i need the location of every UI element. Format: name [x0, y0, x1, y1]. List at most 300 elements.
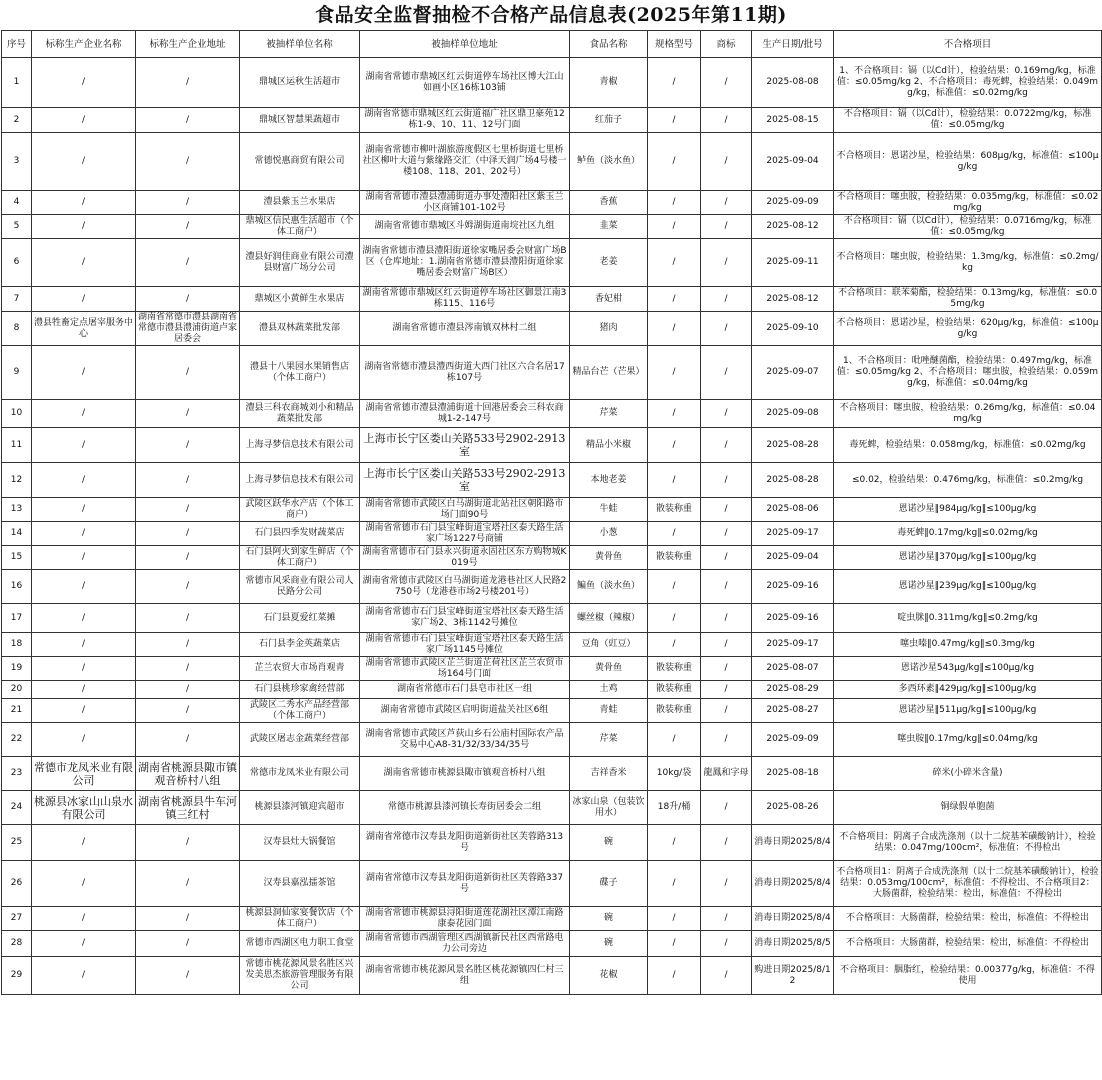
- cell-production-date: 消毒日期2025/8/4: [752, 861, 834, 907]
- cell-food-name: 土鸡: [570, 681, 648, 699]
- cell-seq: 2: [2, 108, 32, 133]
- cell-failed-items: 毒死蜱‖0.17mg/kg‖≤0.02mg/kg: [834, 522, 1102, 546]
- cell-production-date: 2025-08-28: [752, 428, 834, 463]
- cell-producer-name: /: [32, 133, 136, 191]
- table-row: [2, 287, 1102, 312]
- cell-food-name: 红茄子: [570, 108, 648, 133]
- cell-brand: /: [701, 191, 752, 215]
- cell-food-name: 芹菜: [570, 723, 648, 757]
- cell-brand: /: [701, 681, 752, 699]
- cell-food-name: 老姜: [570, 239, 648, 287]
- cell-production-date: 2025-09-16: [752, 604, 834, 633]
- cell-producer-name: /: [32, 570, 136, 604]
- table-row: [2, 957, 1102, 995]
- cell-producer-address: /: [136, 400, 240, 428]
- cell-producer-address: /: [136, 681, 240, 699]
- cell-seq: 8: [2, 312, 32, 346]
- cell-producer-address: /: [136, 957, 240, 995]
- cell-sampled-unit-name: 鼎城区信民惠生活超市（个体工商户）: [240, 215, 360, 239]
- cell-failed-items: 恩诺沙星‖984μg/kg‖≤100μg/kg: [834, 498, 1102, 522]
- table-row: [2, 907, 1102, 931]
- cell-spec: 散装称重: [648, 657, 701, 681]
- cell-production-date: 2025-09-17: [752, 522, 834, 546]
- cell-production-date: 2025-09-17: [752, 633, 834, 657]
- cell-seq: 24: [2, 791, 32, 825]
- cell-sampled-unit-address: 湖南省常德市桃源县浔阳街道莲花湖社区潭江南路康泰花园门面: [360, 907, 570, 931]
- cell-seq: 10: [2, 400, 32, 428]
- cell-failed-items: 不合格项目：胭脂红，检验结果：0.00377g/kg，标准值：不得使用: [834, 957, 1102, 995]
- cell-food-name: 碗: [570, 825, 648, 861]
- cell-spec: /: [648, 58, 701, 108]
- cell-producer-name: /: [32, 287, 136, 312]
- cell-producer-name: /: [32, 633, 136, 657]
- cell-food-name: 香妃柑: [570, 287, 648, 312]
- table-row: [2, 723, 1102, 757]
- cell-failed-items: 恩诺沙星‖370μg/kg‖≤100μg/kg: [834, 546, 1102, 570]
- cell-seq: 11: [2, 428, 32, 463]
- cell-brand: /: [701, 907, 752, 931]
- cell-seq: 12: [2, 463, 32, 498]
- cell-failed-items: 噻虫胺‖0.17mg/kg‖≤0.04mg/kg: [834, 723, 1102, 757]
- cell-production-date: 2025-09-11: [752, 239, 834, 287]
- cell-producer-name: /: [32, 907, 136, 931]
- cell-spec: /: [648, 633, 701, 657]
- cell-brand: /: [701, 287, 752, 312]
- table-body: [2, 58, 1102, 995]
- page-title: 食品安全监督抽检不合格产品信息表(2025年第11期): [315, 4, 787, 26]
- cell-brand: /: [701, 133, 752, 191]
- cell-production-date: 2025-09-09: [752, 723, 834, 757]
- table-row: [2, 604, 1102, 633]
- cell-spec: /: [648, 570, 701, 604]
- cell-seq: 22: [2, 723, 32, 757]
- cell-spec: /: [648, 287, 701, 312]
- cell-food-name: 碗: [570, 907, 648, 931]
- cell-food-name: 精品台芒（芒果）: [570, 346, 648, 400]
- table-row: [2, 108, 1102, 133]
- cell-sampled-unit-address: 湖南省常德市柳叶湖旅游度假区七里桥街道七里桥社区柳叶大道与紫缘路交汇（中泽天润广场4号楼一楼108、118、201、202号）: [360, 133, 570, 191]
- cell-food-name: 吉祥香米: [570, 757, 648, 791]
- cell-seq: 14: [2, 522, 32, 546]
- cell-food-name: 螺丝椒（辣椒）: [570, 604, 648, 633]
- cell-spec: /: [648, 463, 701, 498]
- cell-spec: 散装称重: [648, 546, 701, 570]
- cell-seq: 21: [2, 699, 32, 723]
- cell-spec: 10kg/袋: [648, 757, 701, 791]
- cell-production-date: 2025-09-08: [752, 400, 834, 428]
- header-row: [2, 31, 1102, 58]
- cell-producer-name: /: [32, 723, 136, 757]
- cell-sampled-unit-address: 湖南省常德市鼎城区斗姆湖街道南垸社区九组: [360, 215, 570, 239]
- cell-producer-address: /: [136, 215, 240, 239]
- cell-production-date: 2025-08-12: [752, 287, 834, 312]
- cell-production-date: 2025-08-27: [752, 699, 834, 723]
- cell-producer-address: /: [136, 463, 240, 498]
- cell-failed-items: 不合格项目：恩诺沙星，检验结果：620μg/kg，标准值：≤100μg/kg: [834, 312, 1102, 346]
- cell-spec: /: [648, 239, 701, 287]
- cell-sampled-unit-name: 石门县阿火到家生鲜店（个体工商户）: [240, 546, 360, 570]
- cell-brand: /: [701, 791, 752, 825]
- cell-spec: /: [648, 723, 701, 757]
- cell-producer-name: /: [32, 681, 136, 699]
- cell-sampled-unit-address: 湖南省常德市澧县澧阳街道徐家嘴居委会财富广场B区（仓库地址：1.湖南省常德市澧县澧阳街道徐家嘴居委会财富广场B区）: [360, 239, 570, 287]
- cell-seq: 27: [2, 907, 32, 931]
- cell-producer-address: 湖南省常德市澧县湖南省常德市澧县澧浦街道卢家居委会: [136, 312, 240, 346]
- cell-brand: /: [701, 657, 752, 681]
- cell-seq: 19: [2, 657, 32, 681]
- cell-seq: 23: [2, 757, 32, 791]
- cell-production-date: 2025-08-29: [752, 681, 834, 699]
- cell-brand: /: [701, 570, 752, 604]
- cell-seq: 20: [2, 681, 32, 699]
- cell-spec: /: [648, 957, 701, 995]
- cell-sampled-unit-name: 石门县夏爱红菜摊: [240, 604, 360, 633]
- cell-spec: /: [648, 604, 701, 633]
- cell-failed-items: 不合格项目：大肠菌群，检验结果：检出，标准值：不得检出: [834, 931, 1102, 957]
- cell-producer-address: /: [136, 825, 240, 861]
- cell-producer-name: /: [32, 861, 136, 907]
- cell-failed-items: 铜绿假单胞菌: [834, 791, 1102, 825]
- header-producer-name: 标称生产企业名称: [32, 31, 136, 58]
- cell-food-name: 碟子: [570, 861, 648, 907]
- cell-producer-address: /: [136, 633, 240, 657]
- cell-producer-address: /: [136, 287, 240, 312]
- table-row: [2, 312, 1102, 346]
- cell-sampled-unit-name: 武陵区二秀水产品经营部（个体工商户）: [240, 699, 360, 723]
- header-producer-address: 标称生产企业地址: [136, 31, 240, 58]
- cell-spec: /: [648, 931, 701, 957]
- cell-production-date: 2025-09-04: [752, 133, 834, 191]
- cell-producer-name: /: [32, 699, 136, 723]
- cell-sampled-unit-name: 上海寻梦信息技术有限公司: [240, 428, 360, 463]
- table-row: [2, 463, 1102, 498]
- table-row: [2, 681, 1102, 699]
- cell-producer-address: /: [136, 604, 240, 633]
- header-spec: 规格型号: [648, 31, 701, 58]
- cell-spec: /: [648, 133, 701, 191]
- cell-production-date: 2025-08-08: [752, 58, 834, 108]
- table-row: [2, 861, 1102, 907]
- table-row: [2, 791, 1102, 825]
- cell-brand: /: [701, 604, 752, 633]
- cell-production-date: 2025-08-26: [752, 791, 834, 825]
- cell-sampled-unit-name: 澧县十八果园水果销售店（个体工商户）: [240, 346, 360, 400]
- cell-failed-items: 不合格项目：恩诺沙星，检验结果：608μg/kg，标准值：≤100μg/kg: [834, 133, 1102, 191]
- cell-producer-name: 澧县牲畜定点屠宰服务中心: [32, 312, 136, 346]
- cell-sampled-unit-address: 湖南省常德市石门县皂市社区一组: [360, 681, 570, 699]
- header-food-name: 食品名称: [570, 31, 648, 58]
- cell-food-name: 猪肉: [570, 312, 648, 346]
- cell-food-name: 牛蛙: [570, 498, 648, 522]
- cell-producer-address: /: [136, 522, 240, 546]
- cell-sampled-unit-address: 湖南省常德市汉寿县龙阳街道新街社区芙蓉路337号: [360, 861, 570, 907]
- cell-sampled-unit-name: 澧县三科农商城刘小和精品蔬菜批发部: [240, 400, 360, 428]
- cell-seq: 26: [2, 861, 32, 907]
- cell-brand: /: [701, 312, 752, 346]
- cell-spec: /: [648, 108, 701, 133]
- cell-seq: 4: [2, 191, 32, 215]
- cell-spec: 散装称重: [648, 699, 701, 723]
- cell-food-name: 本地老姜: [570, 463, 648, 498]
- cell-sampled-unit-address: 湖南省常德市鼎城区红云街道停车场社区博大江山如画小区16栋103铺: [360, 58, 570, 108]
- cell-seq: 13: [2, 498, 32, 522]
- cell-brand: /: [701, 861, 752, 907]
- cell-producer-address: /: [136, 346, 240, 400]
- header-brand: 商标: [701, 31, 752, 58]
- header-failed-items: 不合格项目: [834, 31, 1102, 58]
- cell-brand: /: [701, 723, 752, 757]
- cell-brand: /: [701, 428, 752, 463]
- table-row: [2, 522, 1102, 546]
- cell-brand: /: [701, 699, 752, 723]
- cell-brand: /: [701, 346, 752, 400]
- table-row: [2, 657, 1102, 681]
- table-row: [2, 570, 1102, 604]
- cell-failed-items: ≤0.02，检验结果：0.476mg/kg，标准值：≤0.2mg/kg: [834, 463, 1102, 498]
- cell-food-name: 韭菜: [570, 215, 648, 239]
- cell-sampled-unit-name: 上海寻梦信息技术有限公司: [240, 463, 360, 498]
- cell-food-name: 冰家山泉（包装饮用水）: [570, 791, 648, 825]
- cell-sampled-unit-address: 湖南省常德市汉寿县龙阳街道新街社区芙蓉路313号: [360, 825, 570, 861]
- table-row: [2, 58, 1102, 108]
- table-row: [2, 191, 1102, 215]
- cell-producer-address: /: [136, 428, 240, 463]
- cell-sampled-unit-name: 武陵区屠志金蔬菜经营部: [240, 723, 360, 757]
- cell-failed-items: 不合格项目：噻虫胺，检验结果：0.26mg/kg，标准值：≤0.04mg/kg: [834, 400, 1102, 428]
- table-row: [2, 346, 1102, 400]
- cell-seq: 3: [2, 133, 32, 191]
- cell-sampled-unit-name: 鼎城区运秋生活超市: [240, 58, 360, 108]
- cell-seq: 29: [2, 957, 32, 995]
- cell-production-date: 消毒日期2025/8/5: [752, 931, 834, 957]
- cell-sampled-unit-address: 湖南省常德市石门县宝峰街道宝塔社区泰天路生活家广场1227号商铺: [360, 522, 570, 546]
- cell-sampled-unit-name: 常德市桃花源风景名胜区兴发美思杰旅游管理服务有限公司: [240, 957, 360, 995]
- cell-spec: /: [648, 522, 701, 546]
- cell-sampled-unit-address: 湖南省常德市鼎城区红云街道停车场社区御景江南3栋115、116号: [360, 287, 570, 312]
- cell-sampled-unit-name: 桃源县漆河镇迎宾超市: [240, 791, 360, 825]
- cell-production-date: 2025-08-06: [752, 498, 834, 522]
- cell-producer-name: /: [32, 604, 136, 633]
- cell-sampled-unit-address: 湖南省常德市澧县澧浦街道十回港居委会三科农商城1-2-147号: [360, 400, 570, 428]
- cell-producer-name: /: [32, 400, 136, 428]
- cell-producer-address: 湖南省桃源县陬市镇观音桥村八组: [136, 757, 240, 791]
- cell-production-date: 购进日期2025/8/12: [752, 957, 834, 995]
- cell-failed-items: 碎米(小碎米含量): [834, 757, 1102, 791]
- cell-sampled-unit-address: 湖南省常德市桃花源风景名胜区桃花源镇四仁村三组: [360, 957, 570, 995]
- table-row: [2, 825, 1102, 861]
- cell-failed-items: 不合格项目：联苯菊酯，检验结果：0.13mg/kg，标准值：≤0.05mg/kg: [834, 287, 1102, 312]
- cell-brand: 龍鳳和字母: [701, 757, 752, 791]
- cell-food-name: 花椒: [570, 957, 648, 995]
- cell-producer-name: /: [32, 58, 136, 108]
- cell-sampled-unit-name: 石门县李金英蔬菜店: [240, 633, 360, 657]
- cell-sampled-unit-address: 湖南省常德市石门县宝峰街道宝塔社区泰天路生活家广场1145号摊位: [360, 633, 570, 657]
- cell-food-name: 黄骨鱼: [570, 657, 648, 681]
- table-row: [2, 498, 1102, 522]
- cell-brand: /: [701, 546, 752, 570]
- table-row: [2, 699, 1102, 723]
- cell-sampled-unit-address: 湖南省常德市石门县宝峰街道宝塔社区泰天路生活家广场2、3栋1142号摊位: [360, 604, 570, 633]
- cell-spec: 散装称重: [648, 681, 701, 699]
- cell-production-date: 2025-09-07: [752, 346, 834, 400]
- cell-brand: /: [701, 498, 752, 522]
- cell-seq: 16: [2, 570, 32, 604]
- cell-seq: 25: [2, 825, 32, 861]
- cell-failed-items: 不合格项目：大肠菌群，检验结果：检出，标准值：不得检出: [834, 907, 1102, 931]
- cell-brand: /: [701, 58, 752, 108]
- table-row: [2, 633, 1102, 657]
- cell-production-date: 消毒日期2025/8/4: [752, 907, 834, 931]
- cell-failed-items: 不合格项目：阴离子合成洗涤剂（以十二烷基苯磺酸钠计），检验结果：0.047mg/100cm²，标准值：不得检出: [834, 825, 1102, 861]
- cell-sampled-unit-name: 石门县桃珍家禽经营部: [240, 681, 360, 699]
- cell-producer-name: /: [32, 498, 136, 522]
- header-sampled-unit-address: 被抽样单位地址: [360, 31, 570, 58]
- cell-food-name: 豆角（豇豆）: [570, 633, 648, 657]
- cell-food-name: 小葱: [570, 522, 648, 546]
- cell-seq: 5: [2, 215, 32, 239]
- unqualified-products-table: [1, 30, 1102, 995]
- cell-sampled-unit-address: 湖南省常德市武陵区启明街道盐关社区6组: [360, 699, 570, 723]
- cell-sampled-unit-address: 湖南省常德市武陵区白马湖街道龙港巷社区人民路2750号（龙港巷市场2号楼201号）: [360, 570, 570, 604]
- cell-production-date: 2025-09-16: [752, 570, 834, 604]
- cell-brand: /: [701, 400, 752, 428]
- cell-brand: /: [701, 522, 752, 546]
- cell-food-name: 精品小米椒: [570, 428, 648, 463]
- cell-production-date: 2025-08-28: [752, 463, 834, 498]
- cell-sampled-unit-address: 上海市长宁区娄山关路533号2902-2913室: [360, 428, 570, 463]
- cell-sampled-unit-name: 澧县好润佳商业有限公司澧县财富广场分公司: [240, 239, 360, 287]
- cell-producer-name: /: [32, 957, 136, 995]
- cell-failed-items: 1、不合格项目：镉（以Cd计），检验结果：0.169mg/kg，标准值：≤0.05mg/kg 2、不合格项目：毒死蜱，检验结果：0.049mg/kg，标准值：≤0.02mg/kg: [834, 58, 1102, 108]
- cell-seq: 6: [2, 239, 32, 287]
- cell-brand: /: [701, 463, 752, 498]
- cell-failed-items: 不合格项目：镉（以Cd计），检验结果：0.0722mg/kg，标准值：≤0.05mg/kg: [834, 108, 1102, 133]
- cell-food-name: 青蛙: [570, 699, 648, 723]
- table-row: [2, 428, 1102, 463]
- cell-producer-name: /: [32, 108, 136, 133]
- cell-sampled-unit-name: 鼎城区智慧果蔬超市: [240, 108, 360, 133]
- cell-failed-items: 不合格项目：噻虫胺，检验结果：1.3mg/kg，标准值：≤0.2mg/kg: [834, 239, 1102, 287]
- header-sampled-unit-name: 被抽样单位名称: [240, 31, 360, 58]
- cell-producer-address: /: [136, 699, 240, 723]
- cell-production-date: 2025-08-18: [752, 757, 834, 791]
- cell-failed-items: 不合格项目：镉（以Cd计），检验结果：0.0716mg/kg，标准值：≤0.05mg/kg: [834, 215, 1102, 239]
- cell-food-name: 碗: [570, 931, 648, 957]
- cell-producer-name: 桃源县冰家山山泉水有限公司: [32, 791, 136, 825]
- cell-producer-name: /: [32, 522, 136, 546]
- cell-brand: /: [701, 108, 752, 133]
- cell-sampled-unit-address: 湖南省常德市武陵区白马湖街道北站社区朝阳路市场门面90号: [360, 498, 570, 522]
- cell-producer-name: /: [32, 931, 136, 957]
- cell-spec: /: [648, 346, 701, 400]
- cell-sampled-unit-name: 武陵区跃华水产店（个体工商户）: [240, 498, 360, 522]
- cell-producer-name: /: [32, 239, 136, 287]
- cell-producer-name: /: [32, 657, 136, 681]
- cell-sampled-unit-address: 湖南省常德市澧县涔南镇双林村二组: [360, 312, 570, 346]
- cell-spec: /: [648, 215, 701, 239]
- cell-producer-address: /: [136, 723, 240, 757]
- table-row: [2, 757, 1102, 791]
- cell-sampled-unit-address: 湖南省常德市桃源县陬市镇观音桥村八组: [360, 757, 570, 791]
- cell-producer-name: /: [32, 546, 136, 570]
- cell-producer-name: /: [32, 463, 136, 498]
- header-production-date: 生产日期/批号: [752, 31, 834, 58]
- cell-spec: /: [648, 400, 701, 428]
- cell-spec: /: [648, 191, 701, 215]
- cell-food-name: 芹菜: [570, 400, 648, 428]
- cell-producer-name: /: [32, 346, 136, 400]
- cell-food-name: 黄骨鱼: [570, 546, 648, 570]
- cell-brand: /: [701, 825, 752, 861]
- table-row: [2, 215, 1102, 239]
- cell-failed-items: 恩诺沙星‖239μg/kg‖≤100μg/kg: [834, 570, 1102, 604]
- cell-brand: /: [701, 931, 752, 957]
- cell-producer-address: /: [136, 570, 240, 604]
- cell-sampled-unit-name: 汉寿县灶大锅餐馆: [240, 825, 360, 861]
- cell-producer-name: 常德市龙凤米业有限公司: [32, 757, 136, 791]
- cell-failed-items: 不合格项目：噻虫胺，检验结果：0.035mg/kg，标准值：≤0.02mg/kg: [834, 191, 1102, 215]
- cell-production-date: 消毒日期2025/8/4: [752, 825, 834, 861]
- cell-sampled-unit-address: 湖南省常德市澧县澧浦街道办事处澧阳社区紫玉兰小区商铺101-102号: [360, 191, 570, 215]
- cell-producer-address: 湖南省桃源县牛车河镇三红村: [136, 791, 240, 825]
- cell-producer-address: /: [136, 861, 240, 907]
- cell-sampled-unit-address: 湖南省常德市鼎城区红云街道福广社区鼎卫豪苑12栋1-9、10、11、12号门面: [360, 108, 570, 133]
- cell-sampled-unit-address: 湖南省常德市石门县永兴街道永固社区东方购物城K019号: [360, 546, 570, 570]
- cell-sampled-unit-address: 湖南省常德市澧县澧西街道大西门社区六合名居17栋107号: [360, 346, 570, 400]
- cell-seq: 9: [2, 346, 32, 400]
- cell-producer-address: /: [136, 58, 240, 108]
- cell-sampled-unit-name: 汉寿县嘉泓擂茶馆: [240, 861, 360, 907]
- header-seq: 序号: [2, 31, 32, 58]
- table-row: [2, 133, 1102, 191]
- cell-failed-items: 恩诺沙星‖511μg/kg‖≤100μg/kg: [834, 699, 1102, 723]
- cell-production-date: 2025-09-04: [752, 546, 834, 570]
- cell-food-name: 鳊鱼（淡水鱼）: [570, 570, 648, 604]
- cell-failed-items: 噻虫嗪‖0.47mg/kg‖≤0.3mg/kg: [834, 633, 1102, 657]
- cell-sampled-unit-name: 芷兰农贸大市场肖观青: [240, 657, 360, 681]
- cell-producer-address: /: [136, 657, 240, 681]
- cell-sampled-unit-address: 常德市桃源县漆河镇长寿街居委会二组: [360, 791, 570, 825]
- cell-production-date: 2025-08-07: [752, 657, 834, 681]
- cell-sampled-unit-address: 上海市长宁区娄山关路533号2902-2913室: [360, 463, 570, 498]
- table-row: [2, 239, 1102, 287]
- cell-failed-items: 毒死蜱，检验结果：0.058mg/kg，标准值：≤0.02mg/kg: [834, 428, 1102, 463]
- cell-sampled-unit-name: 常德悦惠商贸有限公司: [240, 133, 360, 191]
- cell-failed-items: 1、不合格项目：吡唑醚菌酯，检验结果：0.497mg/kg，标准值：≤0.05mg/kg 2、不合格项目：噻虫胺，检验结果：0.059mg/kg，标准值：≤0.04mg/kg: [834, 346, 1102, 400]
- cell-producer-name: /: [32, 215, 136, 239]
- cell-producer-address: /: [136, 239, 240, 287]
- cell-food-name: 鲈鱼（淡水鱼）: [570, 133, 648, 191]
- cell-production-date: 2025-08-15: [752, 108, 834, 133]
- cell-producer-name: /: [32, 428, 136, 463]
- cell-failed-items: 不合格项目1：阴离子合成洗涤剂（以十二烷基苯磺酸钠计），检验结果：0.053mg/100cm²，标准值：不得检出、不合格项目2：大肠菌群，检验结果：检出，标准值：不得检出: [834, 861, 1102, 907]
- cell-seq: 28: [2, 931, 32, 957]
- cell-brand: /: [701, 633, 752, 657]
- cell-brand: /: [701, 957, 752, 995]
- cell-spec: /: [648, 907, 701, 931]
- cell-seq: 18: [2, 633, 32, 657]
- cell-producer-address: /: [136, 133, 240, 191]
- cell-spec: /: [648, 428, 701, 463]
- cell-brand: /: [701, 215, 752, 239]
- table-row: [2, 546, 1102, 570]
- cell-failed-items: 多西环素‖429μg/kg‖≤100μg/kg: [834, 681, 1102, 699]
- cell-producer-name: /: [32, 825, 136, 861]
- cell-failed-items: 恩诺沙星543μg/kg‖≤100μg/kg: [834, 657, 1102, 681]
- cell-spec: 18升/桶: [648, 791, 701, 825]
- cell-producer-address: /: [136, 931, 240, 957]
- cell-sampled-unit-name: 石门县四季发财蔬菜店: [240, 522, 360, 546]
